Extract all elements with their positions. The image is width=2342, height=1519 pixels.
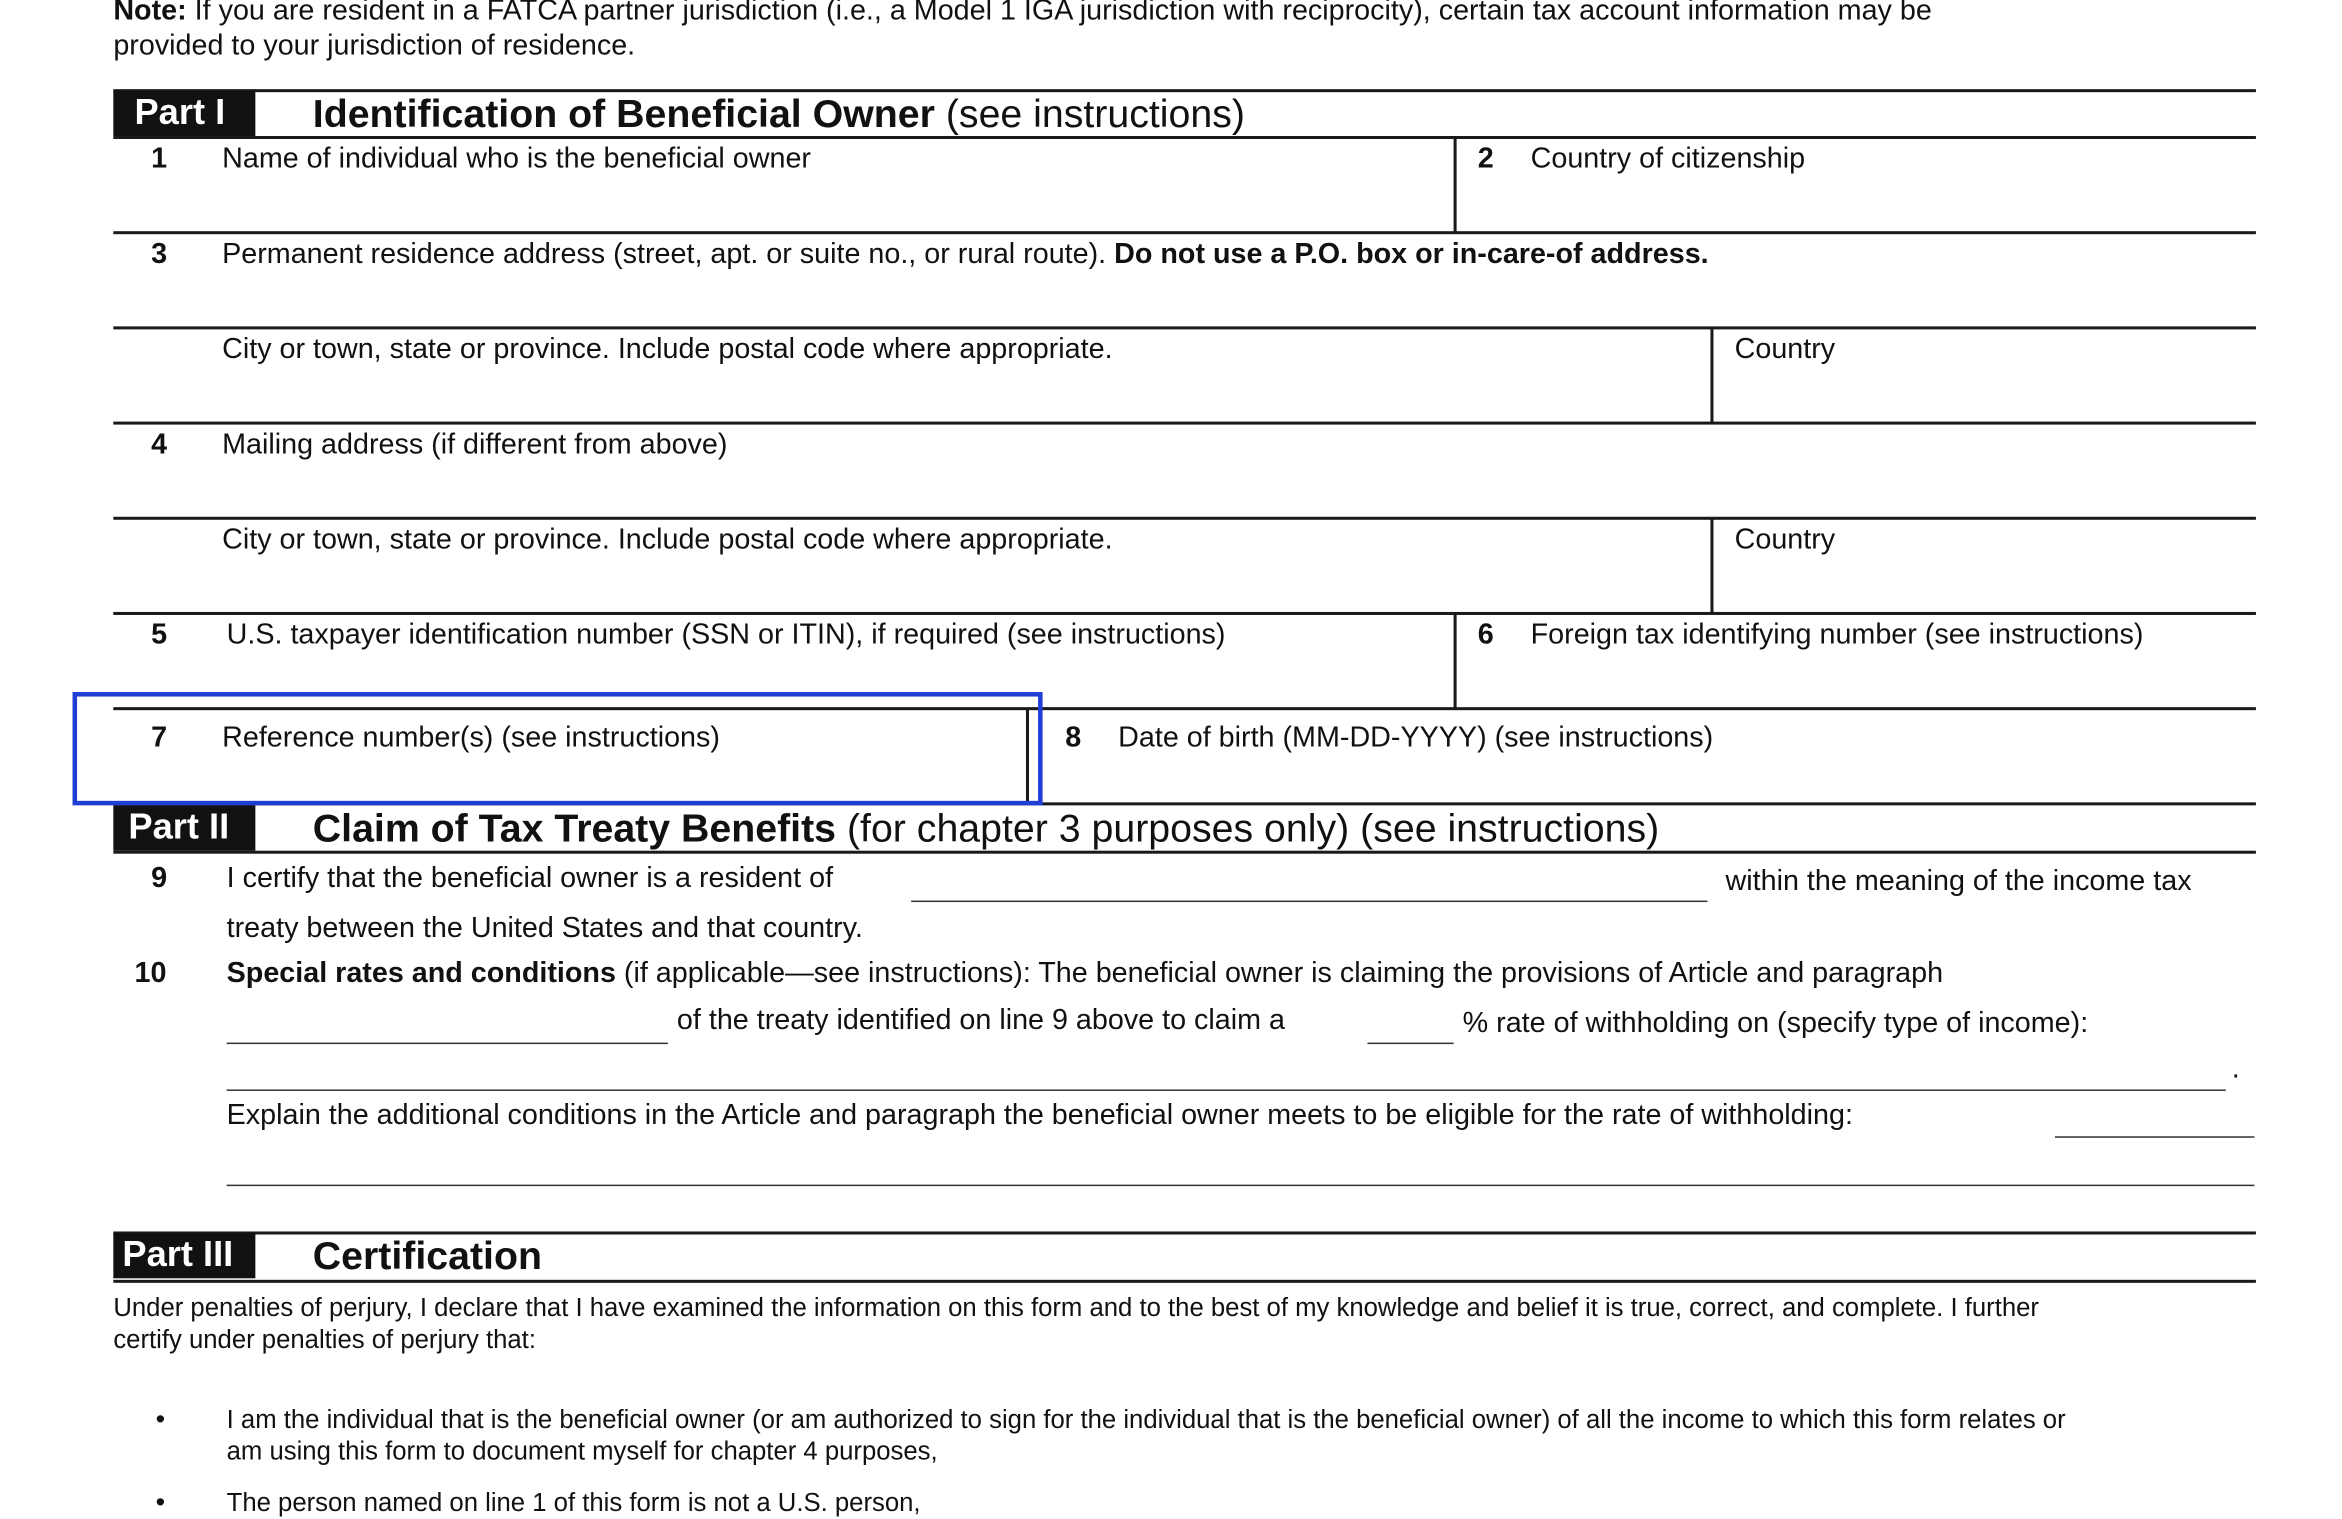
part2-tab: Part II — [113, 805, 255, 850]
field-2-number: 2 — [1477, 143, 1494, 176]
field-7-label: Reference number(s) (see instructions) — [222, 722, 720, 754]
income-type-underline — [227, 1089, 2226, 1091]
part3-title-rule — [113, 1280, 2256, 1283]
field-3-city-label: City or town, state or province. Include postal code where appropriate. — [222, 333, 1113, 366]
part3-tab: Part III — [113, 1233, 255, 1278]
foreign-tin-field[interactable] — [1457, 615, 2256, 707]
part3-intro-line-2: certify under penalties of perjury that: — [113, 1325, 536, 1354]
country-of-citizenship-field[interactable] — [1457, 139, 2256, 231]
line-9-number: 9 — [151, 862, 168, 895]
permanent-address-field[interactable] — [113, 234, 2256, 326]
date-of-birth-field[interactable] — [1043, 710, 2256, 802]
line-10-text-d: Explain the additional conditions in the Article and paragraph the beneficial owner meets to be eligible for the rate of withholding: — [226, 1100, 1853, 1132]
permanent-country-field[interactable] — [1713, 329, 2255, 421]
field-4-label: Mailing address (if different from above) — [222, 429, 728, 461]
note-text: If you are resident in a FATCA partner jurisdiction (i.e., a Model 1 IGA jurisdiction with reciprocity), certain tax account information may be — [194, 0, 1932, 28]
bullet-1-symbol: • — [155, 1403, 166, 1434]
note-label: Note: — [113, 0, 187, 28]
field-5-number: 5 — [151, 619, 168, 652]
field-1-label: Name of individual who is the beneficial owner — [222, 143, 811, 176]
beneficial-owner-name-field[interactable] — [113, 139, 1453, 231]
article-paragraph-field[interactable] — [227, 1003, 668, 1042]
withholding-rate-field[interactable] — [1367, 1003, 1453, 1042]
part2-title: Claim of Tax Treaty Benefits (for chapter 3 purposes only) (see instructions) — [312, 805, 1660, 851]
field-1-number: 1 — [151, 143, 168, 176]
field-2-label: Country of citizenship — [1530, 143, 1806, 176]
note-line-2: provided to your jurisdiction of residence. — [113, 30, 636, 62]
field-6-number: 6 — [1477, 619, 1494, 652]
field-8-number: 8 — [1065, 722, 1082, 754]
field-4-number: 4 — [151, 429, 168, 461]
part1-title: Identification of Beneficial Owner (see instructions) — [312, 90, 1245, 136]
field-5-label: U.S. taxpayer identification number (SSN or ITIN), if required (see instructions) — [226, 619, 1226, 652]
note-line-1 — [113, 0, 1931, 27]
line-10-text-c: % rate of withholding on (specify type of income): — [1462, 1007, 2089, 1040]
line-9-text-c: treaty between the United States and that country. — [226, 912, 863, 945]
reference-number-focus-outline — [73, 692, 1043, 805]
field-4-city-label: City or town, state or province. Include postal code where appropriate. — [222, 524, 1113, 557]
part1-tab: Part I — [113, 91, 255, 136]
article-paragraph-underline — [227, 1043, 668, 1045]
mailing-city-field[interactable] — [113, 520, 1710, 612]
field-3-number: 3 — [151, 238, 168, 271]
conditions-underline-2 — [227, 1185, 2255, 1187]
conditions-underline-1 — [2055, 1136, 2254, 1138]
part3-title: Certification — [312, 1232, 542, 1279]
field-4-country-label: Country — [1734, 524, 1836, 557]
mailing-address-field[interactable] — [113, 425, 2256, 517]
rate-underline — [1367, 1043, 1453, 1045]
permanent-city-field[interactable] — [113, 329, 1710, 421]
bullet-1-line-1: I am the individual that is the beneficial owner (or am authorized to sign for the individual that is the beneficial owner) of all the income to which this form relates or — [226, 1405, 2066, 1434]
conditions-field-2[interactable] — [227, 1145, 2255, 1184]
line-10-number: 10 — [134, 957, 167, 990]
line-9-country-underline — [911, 901, 1707, 903]
line-9-text-b: within the meaning of the income tax — [1725, 865, 2192, 898]
mailing-country-field[interactable] — [1713, 520, 2255, 612]
field-6-label: Foreign tax identifying number (see instructions) — [1530, 619, 2144, 652]
field-3-label: Permanent residence address (street, apt. or suite no., or rural route). Do not use a P.O. box or in-care-of address. — [222, 238, 1709, 271]
part3-intro-line-1: Under penalties of perjury, I declare that I have examined the information on this form and to the best of my knowledge and belief it is true, correct, and complete. I further — [113, 1293, 2039, 1323]
bullet-2-line-1: The person named on line 1 of this form is not a U.S. person, — [226, 1488, 921, 1518]
income-type-field[interactable] — [227, 1050, 2226, 1089]
line-9-text-a: I certify that the beneficial owner is a resident of — [226, 862, 834, 895]
line-10-text-a: Special rates and conditions (if applicable—see instructions): The beneficial owner is claiming the provisions of Article and paragraph — [226, 957, 1944, 990]
treaty-country-field[interactable] — [911, 861, 1707, 900]
line-10-text-b: of the treaty identified on line 9 above to claim a — [676, 1004, 1285, 1037]
conditions-field-1[interactable] — [2055, 1098, 2254, 1136]
part2-title-rule — [113, 851, 2256, 854]
bullet-1-line-2: am using this form to document myself for chapter 4 purposes, — [226, 1436, 938, 1466]
field-7-number: 7 — [151, 722, 168, 754]
income-type-period: . — [2231, 1053, 2240, 1085]
field-3-country-label: Country — [1734, 333, 1836, 366]
bullet-2-symbol: • — [155, 1486, 166, 1518]
field-8-label: Date of birth (MM-DD-YYYY) (see instructions) — [1118, 722, 1714, 754]
